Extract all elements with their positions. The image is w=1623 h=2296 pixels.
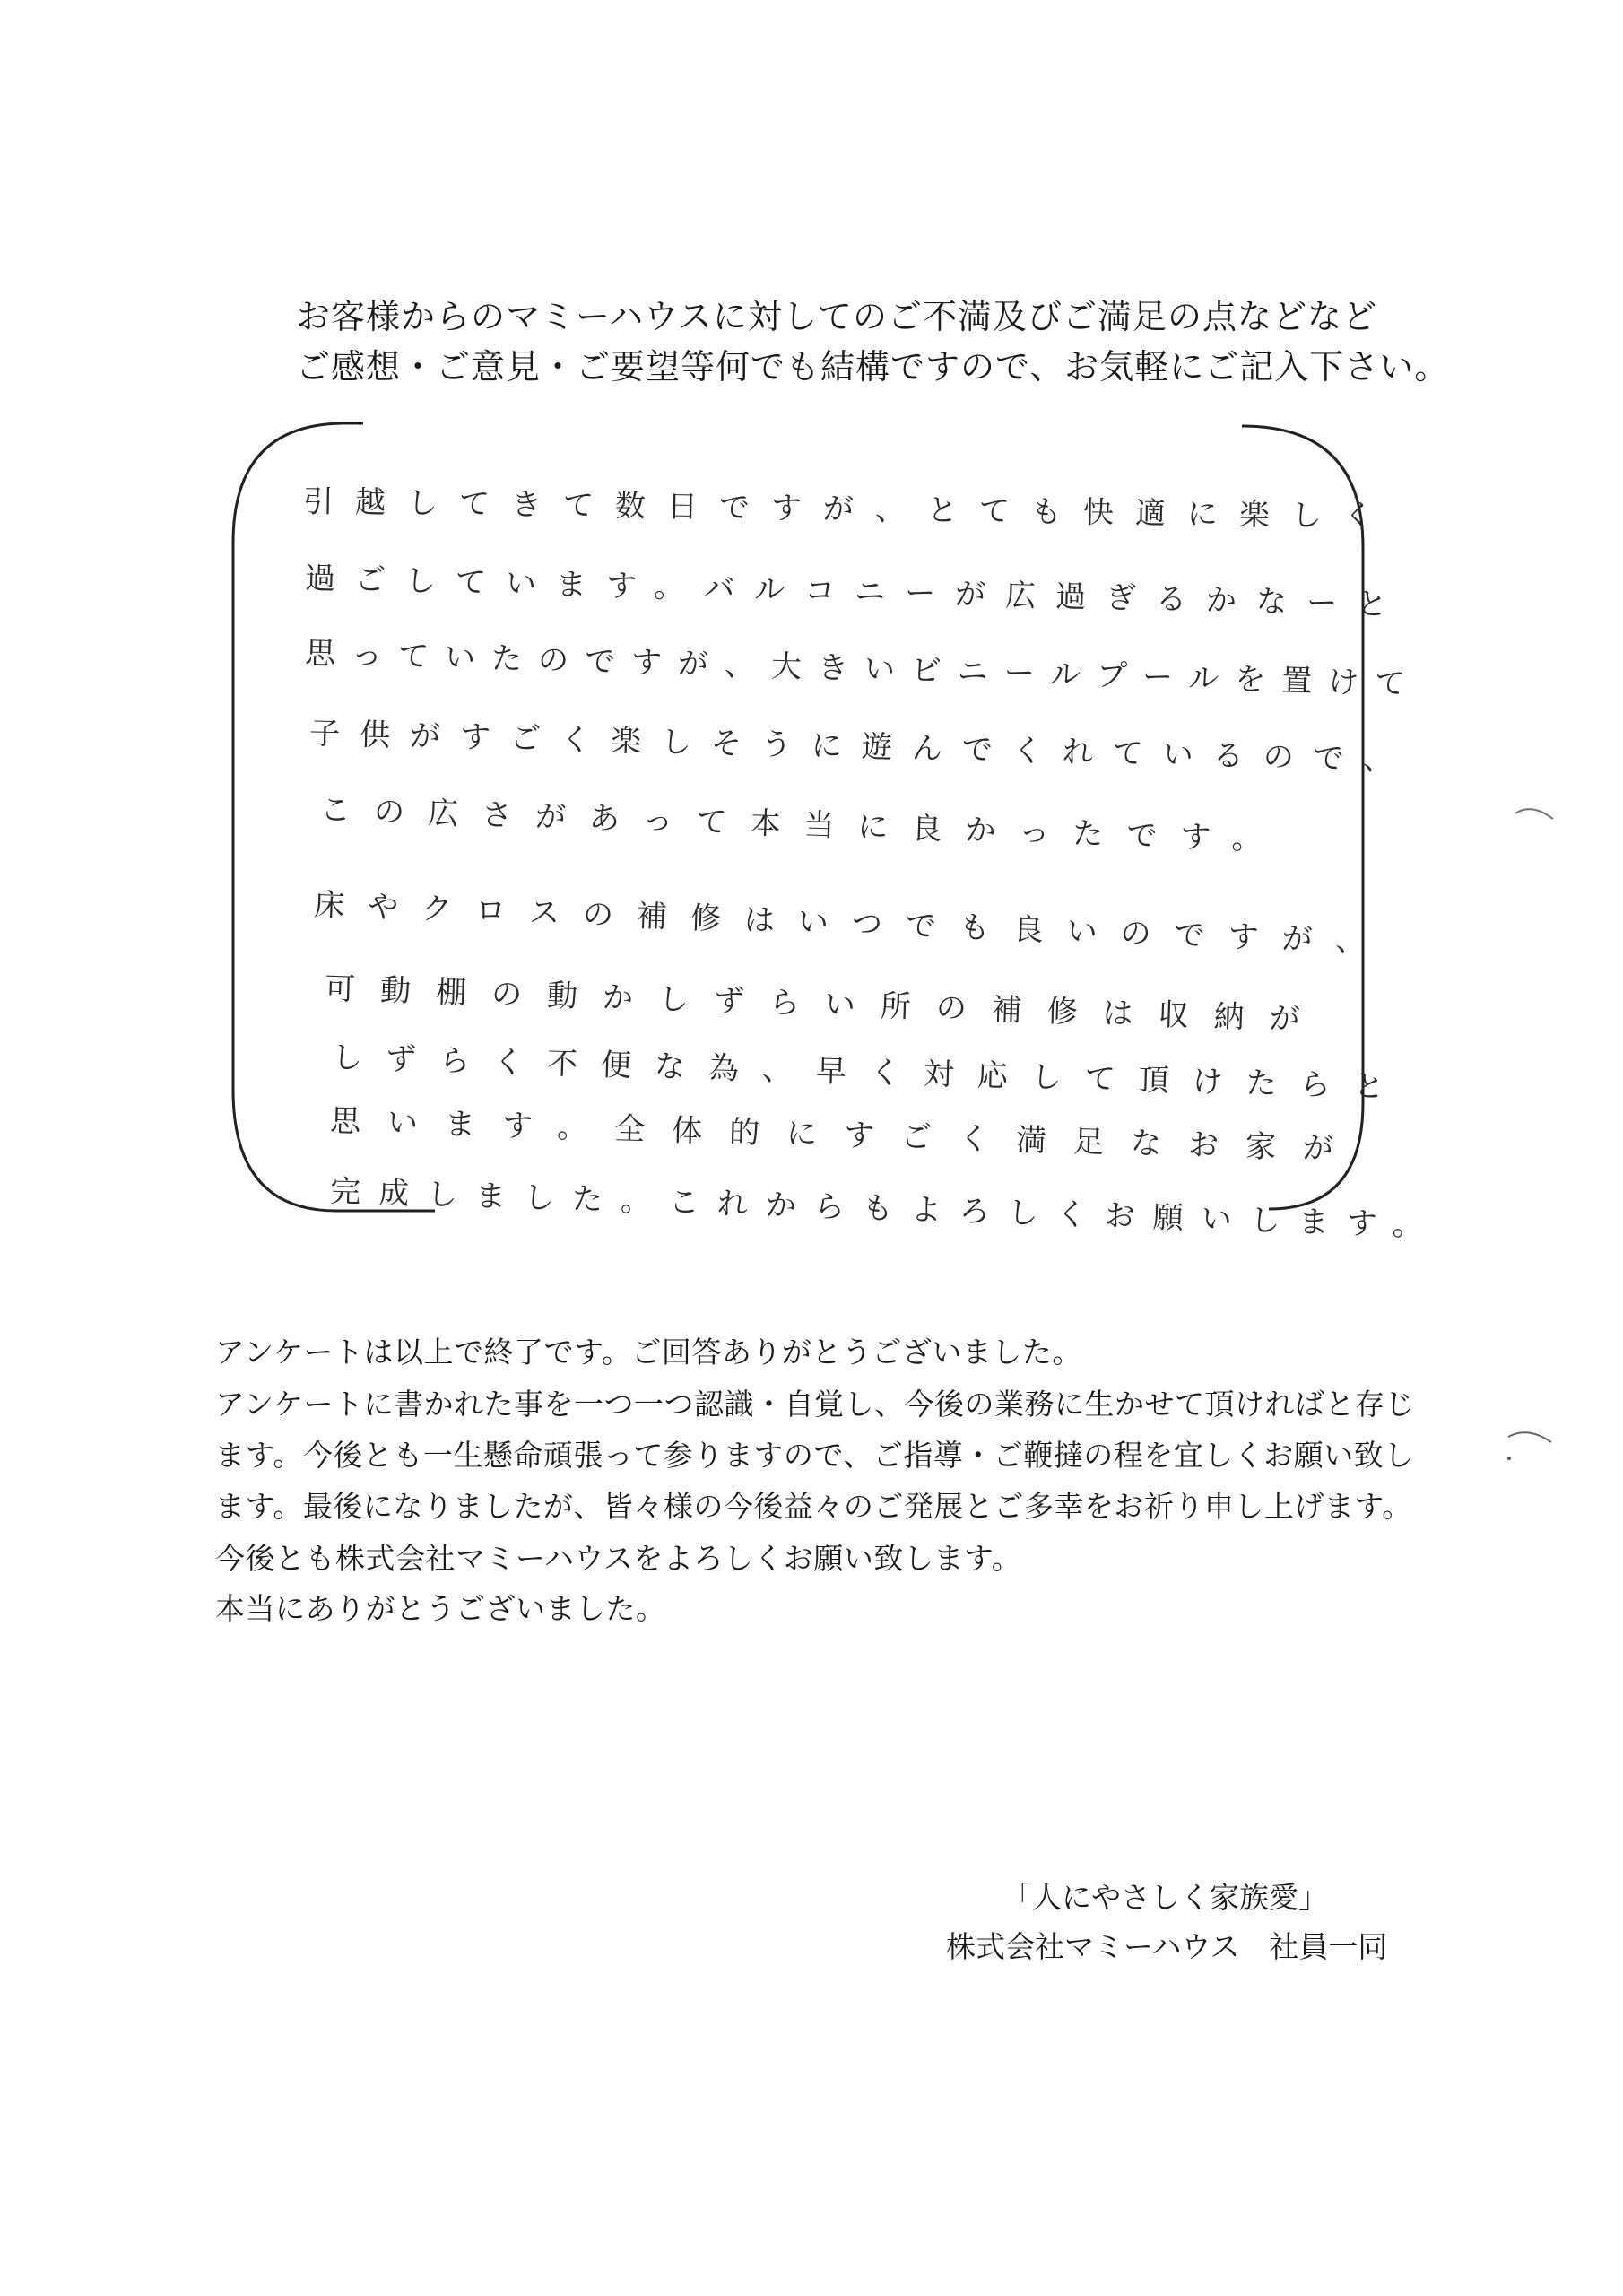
- closing-line: 本当にありがとうございました。: [215, 1591, 666, 1626]
- handwritten-line: 可動棚の動かしずらい所の補修は収納が: [324, 970, 1326, 1039]
- handwritten-line: 床やクロスの補修はいつでも良いのですが、: [313, 887, 1391, 961]
- company-motto: 「人にやさしく家族愛」: [1002, 1880, 1328, 1915]
- survey-prompt-line-2: ご感想・ご意見・ご要望等何でも結構ですので、お気軽にご記入下さい。: [296, 347, 1450, 387]
- handwritten-line: 過ごしています。バルコニーが広過ぎるかなーと: [304, 560, 1408, 624]
- scan-mark: [1506, 1424, 1556, 1460]
- handwritten-line: 完成しました。これからもよろしくお願いします。: [329, 1173, 1442, 1245]
- closing-line: 今後とも株式会社マミーハウスをよろしくお願い致します。: [215, 1541, 1022, 1576]
- handwritten-line: この広さがあって本当に良かったです。: [319, 792, 1287, 858]
- scan-mark: [1514, 803, 1558, 830]
- handwritten-line: 思っていたのですが、大きいビニールプールを置けて: [304, 635, 1422, 703]
- survey-prompt-line-1: お客様からのマミーハウスに対してのご不満及びご満足の点などなど: [296, 297, 1377, 336]
- closing-line: ます。今後とも一生懸命頑張って参りますので、ご指導・ご鞭撻の程を宜しくお願い致し: [215, 1438, 1414, 1473]
- handwritten-line: 引越してきて数日ですが、とても快適に楽しく: [302, 483, 1396, 535]
- handwritten-line: 思います。全体的にすごく満足なお家が: [329, 1102, 1361, 1169]
- closing-line: アンケートは以上で終了です。ご回答ありがとうございました。: [215, 1335, 1082, 1370]
- handwritten-line: しずらく不便な為、早く対応して頂けたらと: [331, 1039, 1409, 1106]
- closing-line: ます。最後になりましたが、皆々様の今後益々のご発展とご多幸をお祈り申し上げます。: [215, 1489, 1412, 1524]
- closing-line: アンケートに書かれた事を一つ一つ認識・自覚し、今後の業務に生かせて頂ければと存じ: [215, 1387, 1416, 1422]
- company-signature: 株式会社マミーハウス 社員一同: [946, 1929, 1388, 1964]
- handwritten-line: 子供がすごく楽しそうに遊んでくれているので、: [308, 715, 1414, 779]
